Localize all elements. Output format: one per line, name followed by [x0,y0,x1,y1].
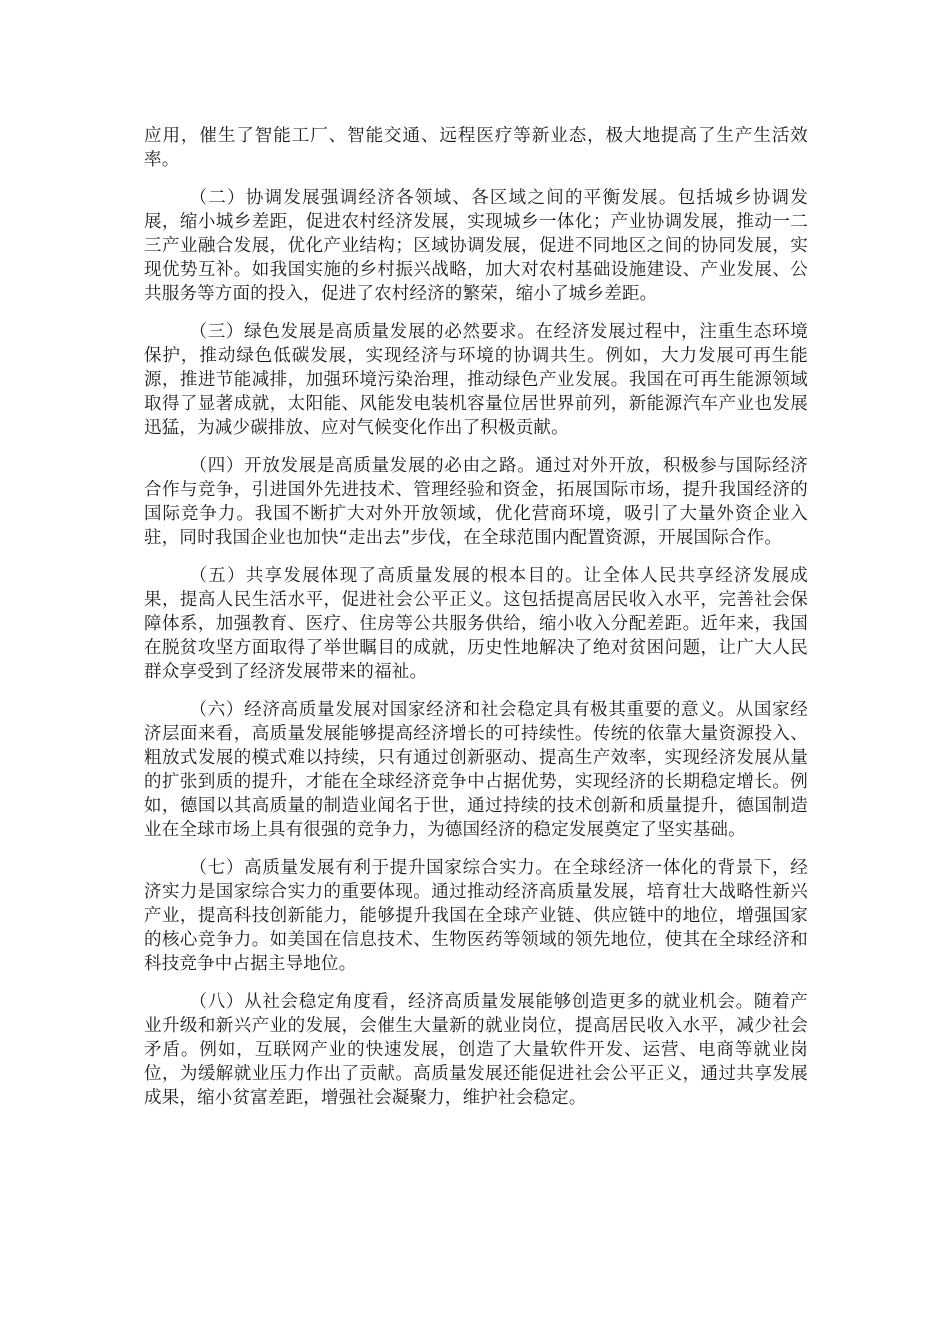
paragraph-national-strength: （七）高质量发展有利于提升国家综合实力。在全球经济一体化的背景下，经济实力是国家综合实力的重要体现。通过推动经济高质量发展，培育壮大战略性新兴产业，提高科技创新能力，能够提升我国在全球产业链、供应链中的地位，增强国家的核心竞争力。如美国在信息技术、生物医药等领域的领先地位，使其在全球经济和科技竞争中占据主导地位。 [144,858,808,974]
paragraph-open-development: （四）开放发展是高质量发展的必由之路。通过对外开放，积极参与国际经济合作与竞争，引进国外先进技术、管理经验和资金，拓展国际市场，提升我国经济的国际竞争力。我国不断扩大对外开放领域，优化营商环境，吸引了大量外资企业入驻，同时我国企业也加快“走出去”步伐，在全球范围内配置资源，开展国际合作。 [144,456,808,548]
paragraph-economic-significance: （六）经济高质量发展对国家经济和社会稳定具有极其重要的意义。从国家经济层面来看，高质量发展能够提高经济增长的可持续性。传统的依靠大量资源投入、粗放式发展的模式难以持续，只有通过创新驱动、提高生产效率，实现经济发展从量的扩张到质的提升，才能在全球经济竞争中占据优势，实现经济的长期稳定增长。例如，德国以其高质量的制造业闻名于世，通过持续的技术创新和质量提升，德国制造业在全球市场上具有很强的竞争力，为德国经济的稳定发展奠定了坚实基础。 [144,700,808,840]
document-page [144,124,808,1124]
paragraph-continuation: 应用，催生了智能工厂、智能交通、远程医疗等新业态，极大地提高了生产生活效率。 [144,126,808,170]
paragraph-shared-development: （五）共享发展体现了高质量发展的根本目的。让全体人民共享经济发展成果，提高人民生活水平，促进社会公平正义。这包括提高居民收入水平，完善社会保障体系，加强教育、医疗、住房等公共服务供给，缩小收入分配差距。近年来，我国在脱贫攻坚方面取得了举世瞩目的成就，历史性地解决了绝对贫困问题，让广大人民群众享受到了经济发展带来的福祉。 [144,566,808,682]
paragraph-green-development: （三）绿色发展是高质量发展的必然要求。在经济发展过程中，注重生态环境保护，推动绿色低碳发展，实现经济与环境的协调共生。例如，大力发展可再生能源，推进节能减排，加强环境污染治理，推动绿色产业发展。我国在可再生能源领域取得了显著成就，太阳能、风能发电装机容量位居世界前列，新能源汽车产业也发展迅猛，为减少碳排放、应对气候变化作出了积极贡献。 [144,322,808,438]
paragraph-coordinated-development: （二）协调发展强调经济各领域、各区域之间的平衡发展。包括城乡协调发展，缩小城乡差距，促进农村经济发展，实现城乡一体化；产业协调发展，推动一二三产业融合发展，优化产业结构；区域协调发展，促进不同地区之间的协同发展，实现优势互补。如我国实施的乡村振兴战略，加大对农村基础设施建设、产业发展、公共服务等方面的投入，促进了农村经济的繁荣，缩小了城乡差距。 [144,188,808,304]
paragraph-social-stability: （八）从社会稳定角度看，经济高质量发展能够创造更多的就业机会。随着产业升级和新兴产业的发展，会催生大量新的就业岗位，提高居民收入水平，减少社会矛盾。例如，互联网产业的快速发展，创造了大量软件开发、运营、电商等就业岗位，为缓解就业压力作出了贡献。高质量发展还能促进社会公平正义，通过共享发展成果，缩小贫富差距，增强社会凝聚力，维护社会稳定。 [144,992,808,1108]
